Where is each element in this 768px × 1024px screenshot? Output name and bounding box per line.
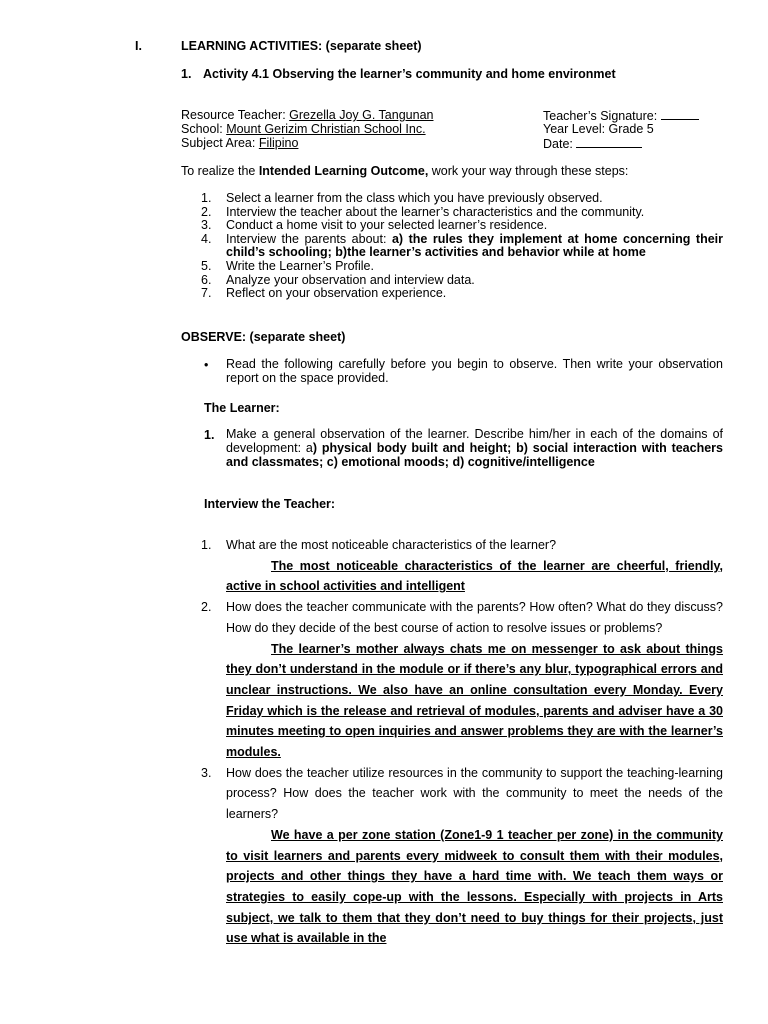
bullet-icon: • (204, 358, 209, 372)
school-label: School: (181, 122, 223, 136)
learner-text: Make a general observation of the learner. Describe him/her in each of the domains of development: a (226, 427, 723, 455)
question-text: How does the teacher utilize resources in the community to support the teaching-learning process? How does the teacher work with the community to meet the needs of the learners? (226, 765, 723, 822)
list-item (181, 274, 723, 288)
list-item (181, 192, 723, 206)
section-title: LEARNING ACTIVITIES: (separate sheet) (181, 39, 422, 53)
learner-text-bold: ) physical body built and height; b) social interaction with teachers and classmates; c) emotional moods; d) cognitive/intelligence (226, 440, 723, 469)
question-item (181, 763, 723, 825)
observe-heading: OBSERVE: (separate sheet) (181, 330, 346, 344)
observe-instruction: Read the following carefully before you begin to observe. Then write your observation report on the space provided. (226, 357, 723, 385)
step-number: 1. (201, 191, 212, 205)
step-number: 7. (201, 286, 212, 301)
step-text: Reflect on your observation experience. (226, 286, 447, 301)
learner-heading: The Learner: (204, 401, 280, 415)
list-item (181, 206, 723, 220)
answer-text: The learner’s mother always chats me on messenger to ask about things they don’t understand in the module or if there’s any blur, typographical errors and unclear instructions. We also have an online consultation every Monday. Every Friday which is the release and retrieval of modules, parents and adviser have a 30 minutes meeting to open inquiries and answer problems they are with the learner’s modules. (226, 641, 723, 760)
resource-teacher-label: Resource Teacher: (181, 108, 286, 122)
question-item (181, 597, 723, 638)
intro-pre: To realize the (181, 164, 259, 178)
year-level-row (543, 122, 654, 136)
step-number: 6. (201, 272, 212, 287)
intro-text (181, 164, 628, 178)
signature-row (543, 108, 699, 123)
resource-teacher-value: Grezella Joy G. Tangunan (289, 108, 434, 122)
question-text: What are the most noticeable characteristics of the learner? (226, 538, 557, 552)
question-number: 2. (201, 600, 212, 615)
interview-heading: Interview the Teacher: (204, 497, 336, 511)
activity-number: 1. (181, 67, 192, 81)
resource-teacher-row (181, 108, 484, 122)
step-number: 3. (201, 218, 212, 233)
section-numeral: I. (135, 39, 142, 53)
signature-label: Teacher’s Signature: (543, 109, 658, 123)
list-item (181, 260, 723, 274)
intro-bold: Intended Learning Outcome, (258, 164, 429, 178)
question-item (181, 535, 723, 556)
learner-item-number: 1. (204, 428, 215, 442)
step-text: Conduct a home visit to your selected learner’s residence. (226, 218, 548, 233)
step-number: 4. (201, 231, 212, 246)
year-level-label: Year Level: Grade 5 (543, 122, 654, 136)
list-item (181, 287, 723, 301)
steps-list (181, 192, 723, 301)
school-value: Mount Gerizim Christian School Inc. (226, 122, 426, 136)
date-label: Date: (543, 137, 573, 151)
date-row (543, 136, 642, 151)
intro-post: work your way through these steps: (428, 164, 629, 178)
activity-title: Activity 4.1 Observing the learner’s community and home environmet (203, 67, 616, 81)
step-text: Interview the parents about: (226, 231, 392, 246)
step-text: Analyze your observation and interview data. (226, 272, 475, 287)
subject-value: Filipino (258, 136, 299, 150)
answer-text: We have a per zone station (Zone1-9 1 teacher per zone) in the community to visit learners and parents every midweek to consult them with their modules, projects and other things they have a hard time with. We teach them ways or strategies to easily cope-up with the lessons. Especially with projects in Arts subject, we talk to them that they don’t need to buy things for their projects, just use what is available in the (226, 827, 723, 946)
date-line (576, 136, 642, 148)
question-text: How does the teacher communicate with the parents? How often? What do they discuss? How do they decide of the best course of action to resolve issues or problems? (226, 600, 723, 635)
question-number: 3. (201, 765, 212, 780)
step-text: Interview the teacher about the learner’s characteristics and the community. (226, 204, 645, 219)
subject-label: Subject Area: (181, 136, 256, 150)
list-item (181, 219, 723, 233)
step-number: 5. (201, 258, 212, 273)
step-number: 2. (201, 204, 212, 219)
step-text: Select a learner from the class which you have previously observed. (226, 191, 603, 205)
signature-line (661, 108, 699, 120)
list-item (181, 233, 723, 260)
question-number: 1. (201, 538, 212, 552)
step-text-bold: a) the rules they implement at home concerning their child’s schooling; b)the learner’s activities and behavior while at home (226, 231, 723, 260)
answer-text: The most noticeable characteristics of the learner are cheerful, friendly, active in school activities and intelligent (226, 558, 723, 594)
school-row (181, 122, 464, 136)
step-text: Write the Learner’s Profile. (226, 258, 374, 273)
interview-questions (181, 535, 723, 949)
learner-instruction (226, 428, 723, 469)
subject-row (181, 136, 459, 150)
